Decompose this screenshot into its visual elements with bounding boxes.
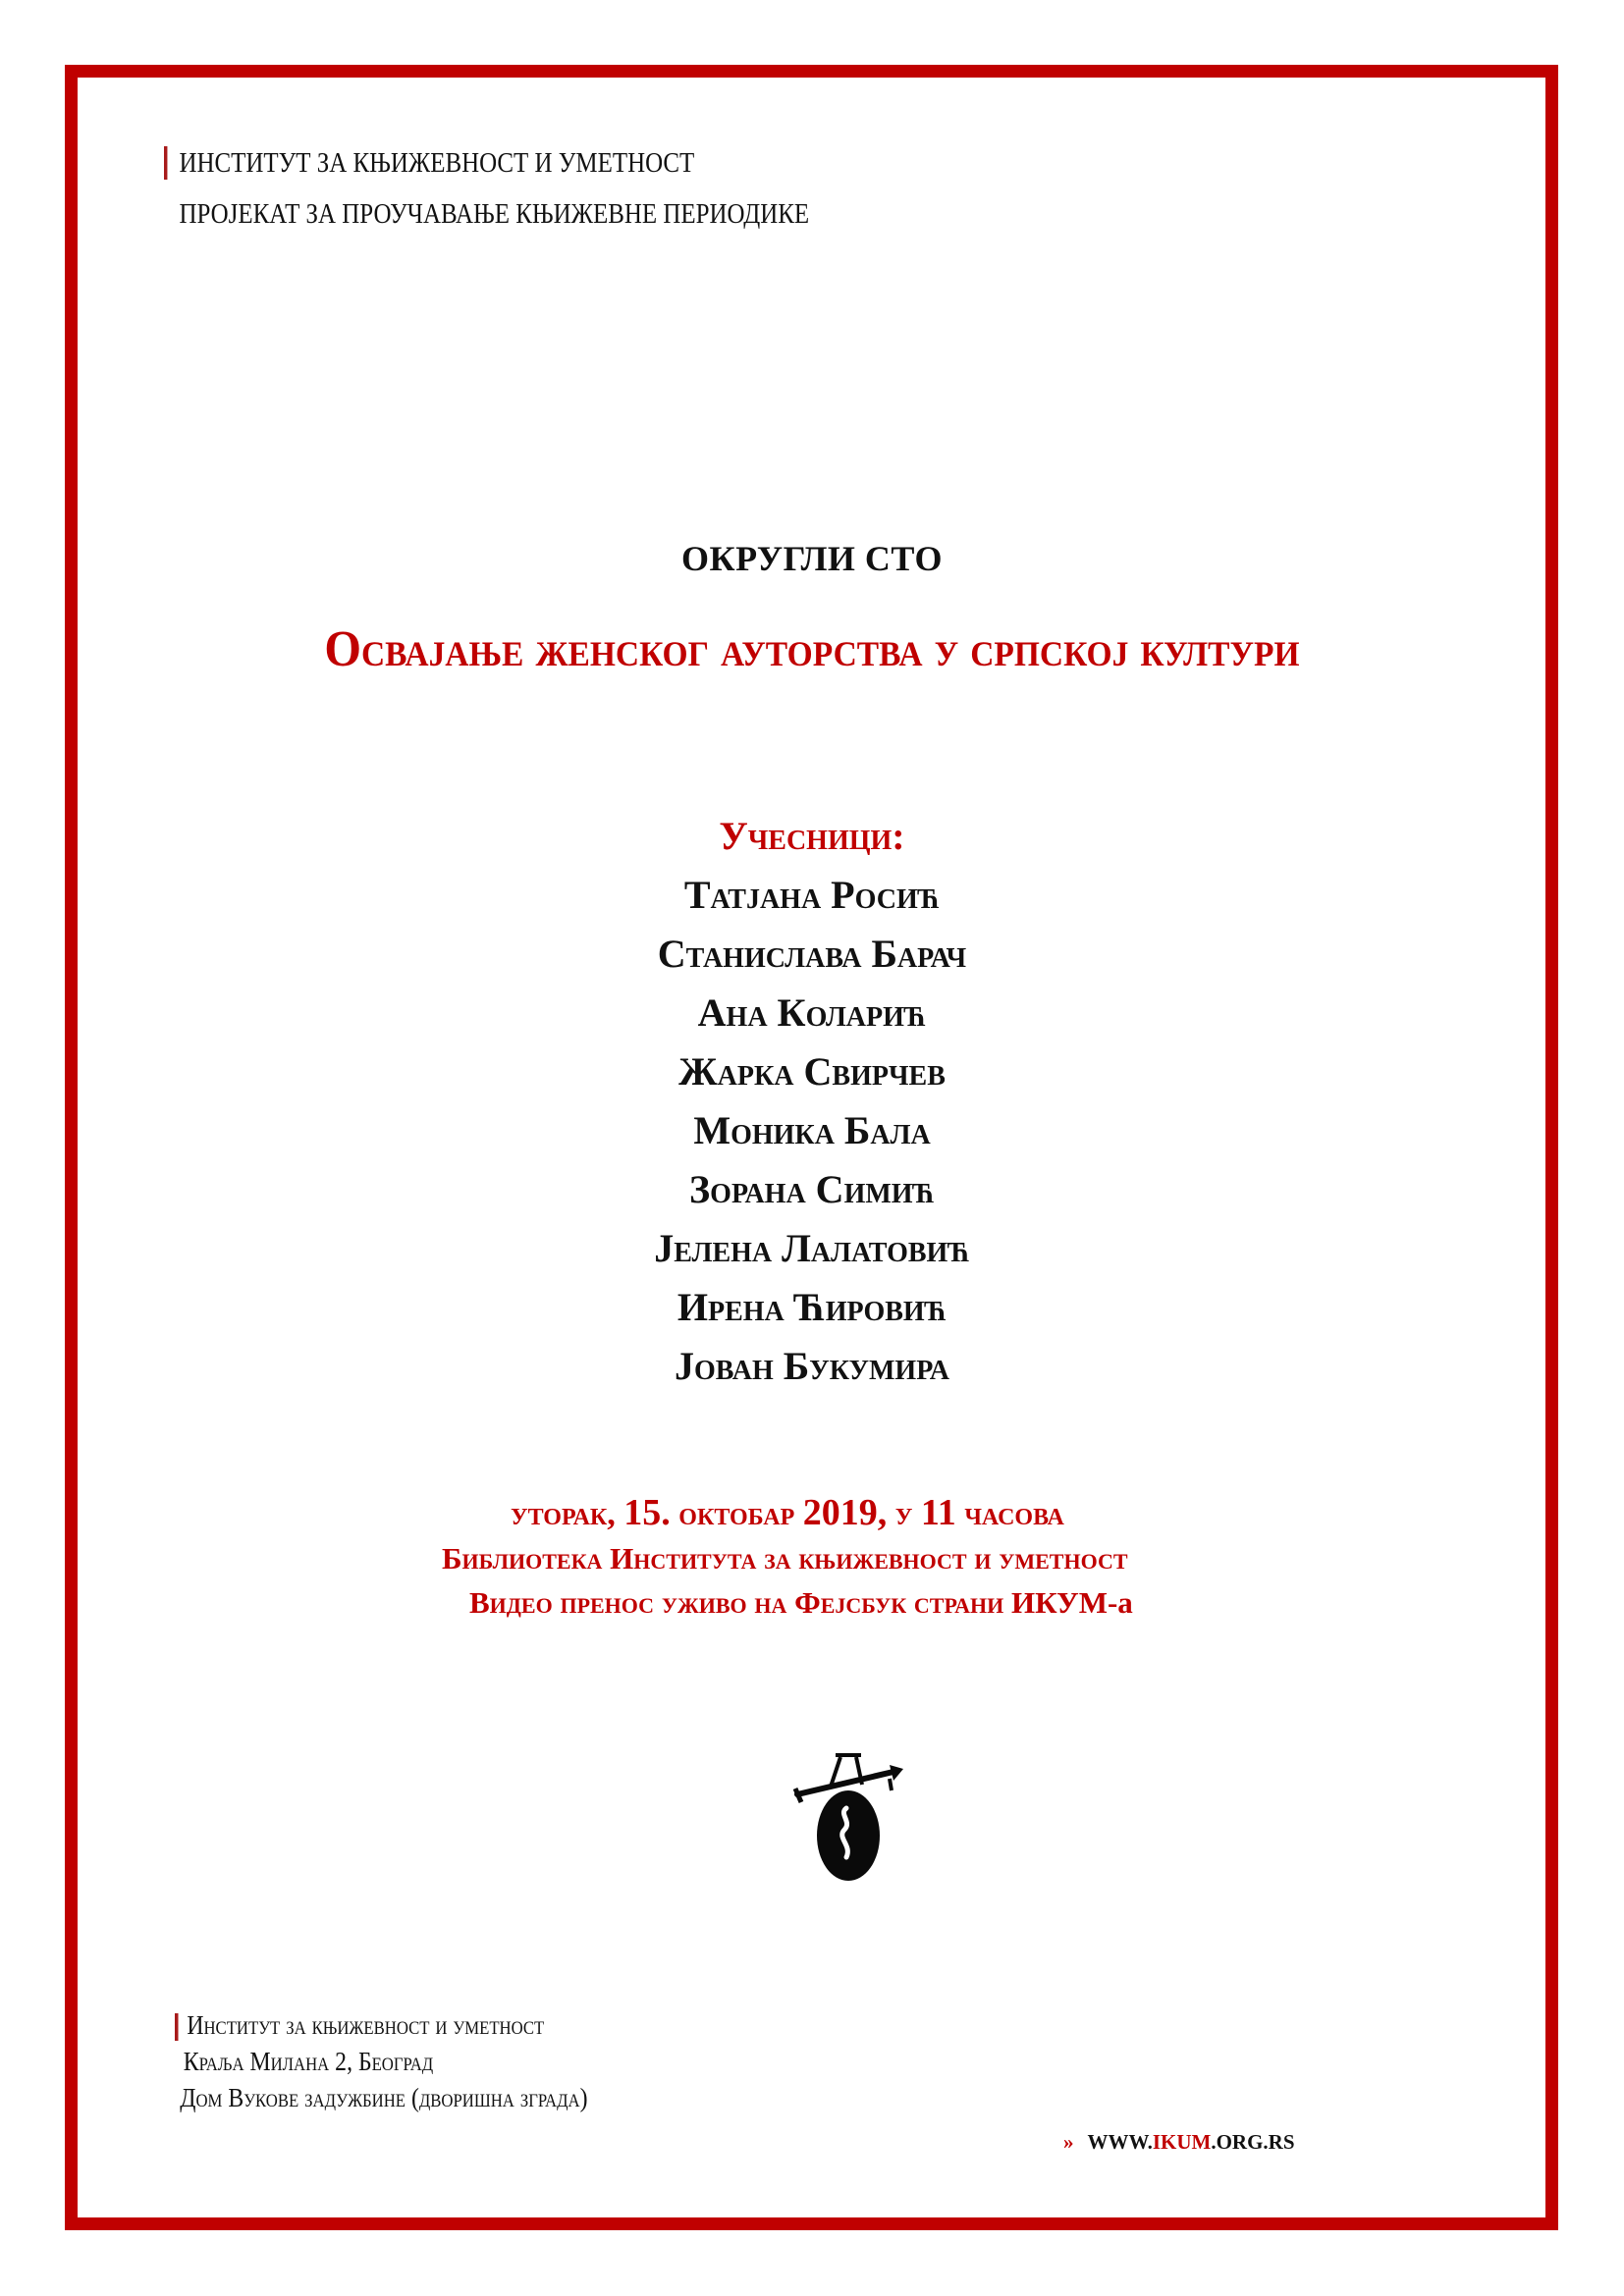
event-stream-text: Видео пренос уживо на Фејсбук страни: [469, 1585, 1004, 1620]
event-date: [511, 1493, 1064, 1534]
participant-name: Татјана Росић: [683, 873, 941, 917]
event-hours-word: часова: [964, 1496, 1064, 1532]
chevron-right-icon: »: [1063, 2130, 1074, 2154]
event-day: 15.: [623, 1492, 671, 1533]
header-project: ПРОЈЕКАТ ЗА ПРОУЧАВАЊЕ КЊИЖЕВНЕ ПЕРИОДИКЕ: [179, 198, 810, 230]
participant-name: Жарка Свирчев: [678, 1049, 946, 1094]
accent-bar: [164, 146, 167, 180]
event-title: Освајање женског ауторства у српској култури: [324, 621, 1300, 677]
event-stream-page: ИКУМ-а: [1010, 1585, 1133, 1620]
participants-label: Учесници:: [719, 814, 905, 858]
footer-institute: Институт за књижевност и уметност: [187, 2010, 545, 2040]
website-suffix: .ORG.RS: [1211, 2130, 1295, 2154]
participant-name: Јован Букумира: [675, 1344, 949, 1388]
footer-institute-line: [175, 2007, 588, 2044]
event-type: ОКРУГЛИ СТО: [681, 539, 943, 578]
participants-section: [0, 807, 1624, 1396]
event-year: 2019,: [802, 1492, 888, 1533]
event-title-wrap: [0, 620, 1624, 678]
participant-name: Станислава Барач: [657, 932, 967, 976]
participant-name: Ана Коларић: [697, 990, 927, 1035]
header-institute-line: [164, 137, 809, 188]
header: [164, 137, 914, 240]
footer-address: [175, 2007, 644, 2116]
footer-street: Краља Милана 2, Београд: [183, 2047, 434, 2076]
website-prefix: WWW.: [1087, 2130, 1153, 2154]
event-weekday: уторак,: [511, 1496, 616, 1532]
event-at: у: [894, 1496, 913, 1532]
participant-name: Моника Бала: [693, 1108, 931, 1152]
header-institute: ИНСТИТУТ ЗА КЊИЖЕВНОСТ И УМЕТНОСТ: [179, 147, 695, 179]
event-month: октобар: [678, 1496, 795, 1532]
participant-name: Зорана Симић: [689, 1167, 935, 1211]
accent-bar: [175, 2013, 179, 2041]
website-link[interactable]: [1063, 2128, 1295, 2156]
header-project-line: [164, 188, 809, 240]
footer-building: Дом Вукове задужбине (дворишна зграда): [180, 2083, 588, 2112]
website-highlight: IKUM: [1152, 2130, 1212, 2154]
event-hour: 11: [920, 1492, 956, 1533]
event-stream: [469, 1585, 1133, 1621]
ikum-logo-icon: [791, 1751, 905, 1885]
participant-name: Ирена Ћировић: [677, 1285, 947, 1329]
participant-name: Јелена Лалатовић: [654, 1226, 970, 1270]
event-place: Библиотека Института за књижевност и уметност: [442, 1541, 1128, 1575]
